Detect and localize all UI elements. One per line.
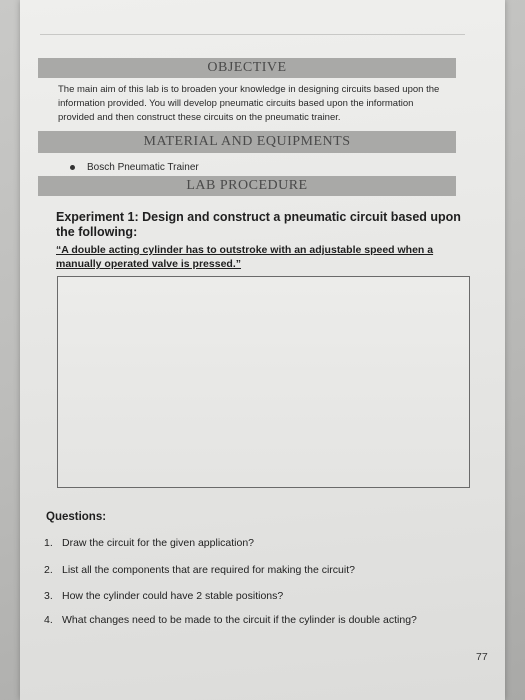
- objective-heading: OBJECTIVE: [38, 58, 456, 78]
- question-number: 3.: [44, 590, 53, 602]
- material-item-label: Bosch Pneumatic Trainer: [87, 162, 199, 173]
- question-item: [44, 590, 283, 602]
- procedure-heading: LAB PROCEDURE: [38, 176, 456, 196]
- question-number: 1.: [44, 537, 53, 549]
- question-number: 4.: [44, 614, 53, 626]
- page-number: 77: [476, 651, 488, 663]
- experiment-statement: “A double acting cylinder has to outstroke with an adjustable speed when a manually operated valve is pressed.”: [56, 244, 434, 270]
- top-divider: [40, 34, 465, 35]
- question-text: Draw the circuit for the given application?: [62, 537, 255, 549]
- materials-list-item: [70, 162, 199, 173]
- question-text: List all the components that are required for making the circuit?: [62, 564, 355, 576]
- question-text: How the cylinder could have 2 stable positions?: [62, 590, 284, 602]
- experiment-title: Experiment 1: Design and construct a pneumatic circuit based upon the following:: [56, 210, 461, 239]
- circuit-drawing-box: [57, 276, 470, 488]
- bullet-icon: [70, 165, 75, 170]
- objective-text: The main aim of this lab is to broaden your knowledge in designing circuits based upon the information provided. You will develop pneumatic circuits based upon the information provided and then construct these circuits on the pneumatic trainer.: [58, 84, 440, 123]
- question-item: [44, 537, 254, 549]
- question-number: 2.: [44, 564, 53, 576]
- question-item: [44, 564, 355, 576]
- question-item: [44, 614, 417, 626]
- question-text: What changes need to be made to the circuit if the cylinder is double acting?: [62, 614, 417, 626]
- materials-heading: MATERIAL AND EQUIPMENTS: [38, 131, 456, 153]
- questions-heading: Questions:: [46, 511, 107, 523]
